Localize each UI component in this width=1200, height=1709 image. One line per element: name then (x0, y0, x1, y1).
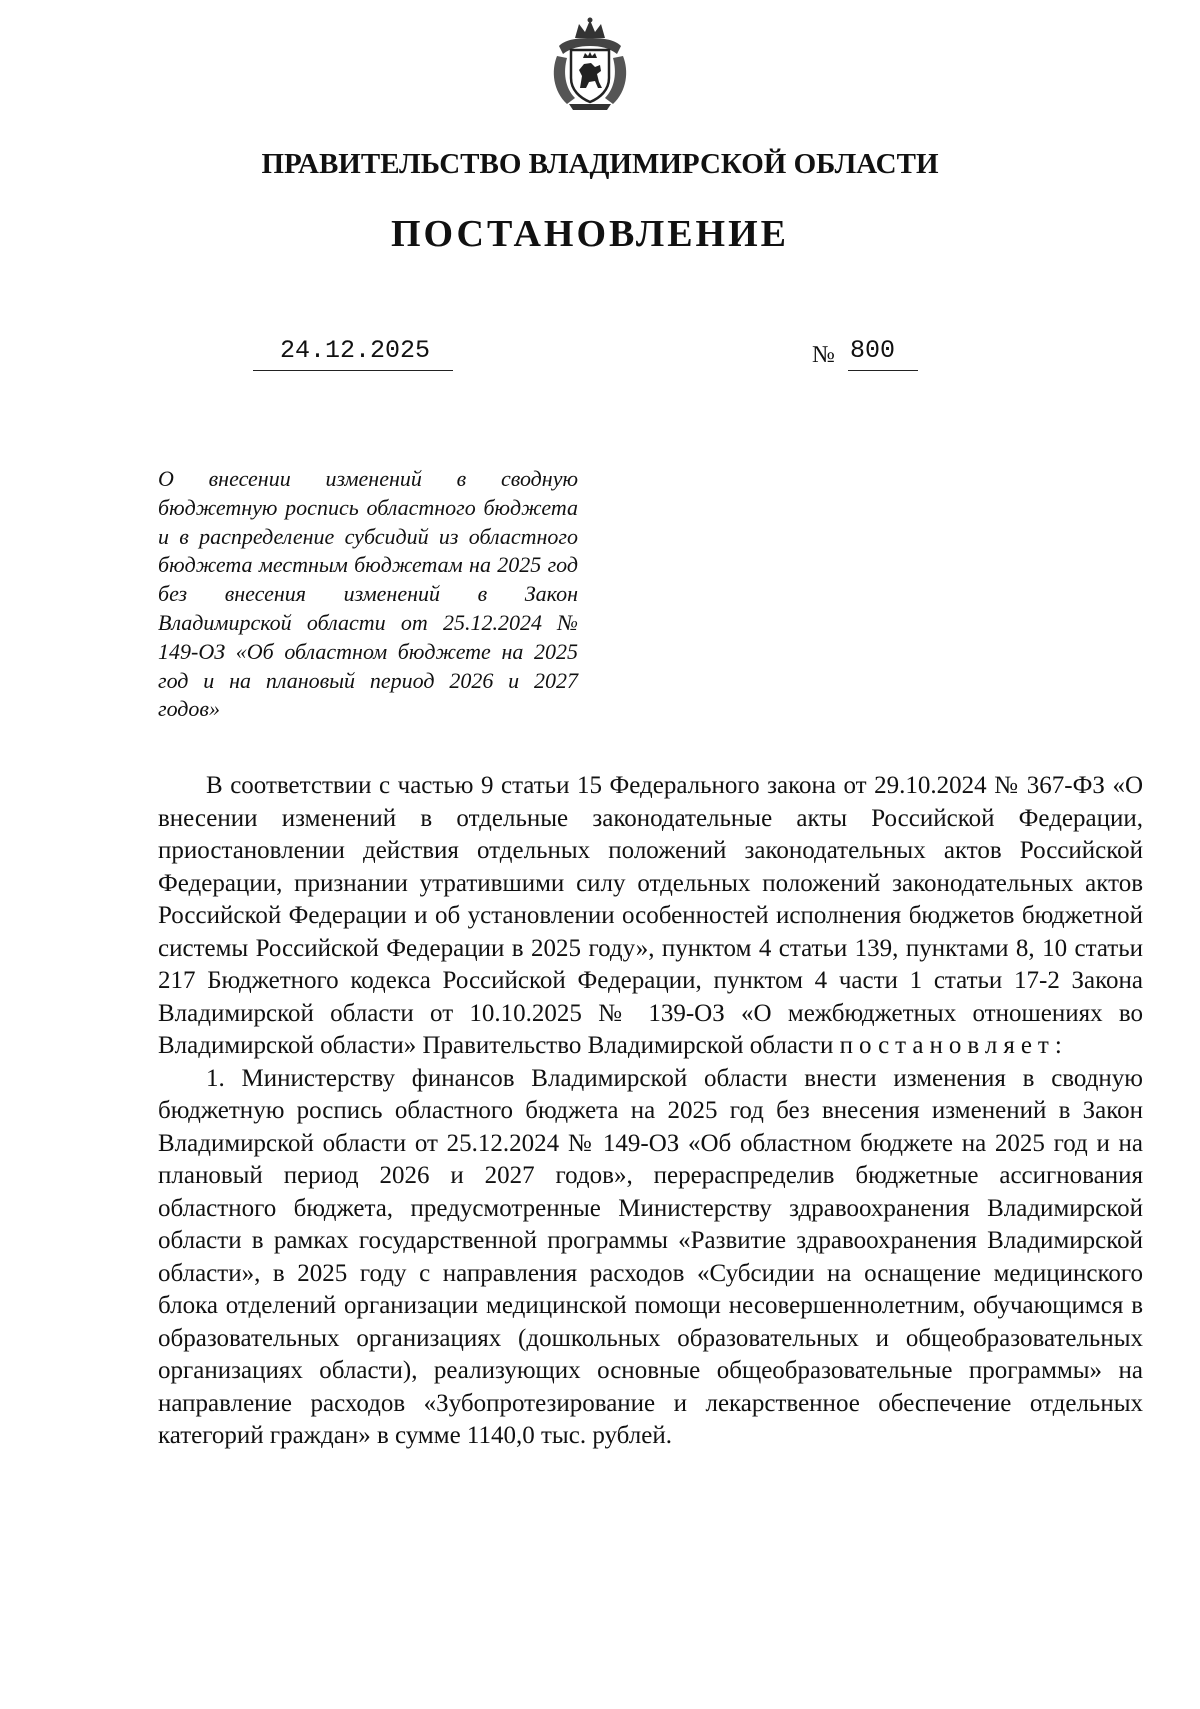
document-number: 800 (850, 336, 896, 365)
item-1-paragraph: 1. Министерству финансов Владимирской области внести изменения в сводную бюджетную роспись областного бюджета на 2025 год без внесения изменений в Закон Владимирской области от 25.12.2024 № 149-ОЗ «Об областном бюджете на 2025 год и на плановый период 2026 и 2027 годов», перераспределив бюджетные ассигнования областного бюджета, предусмотренные Министерству здравоохранения Владимирской области в рамках государственной программы «Развитие здравоохранения Владимирской области», в 2025 году с направления расходов «Субсидии на оснащение медицинского блока отделений организации медицинской помощи несовершеннолетним, обучающимся в образовательных организациях (дошкольных образовательных и общеобразовательных организациях области), реализующих основные общеобразовательные программы» на направление расходов «Зубопротезирование и лекарственное обеспечение отдельных категорий граждан» в сумме 1140,0 тыс. рублей. (158, 1064, 1143, 1449)
number-sign: № (812, 342, 835, 368)
document-type-title: ПОСТАНОВЛЕНИЕ (390, 213, 790, 255)
document-body (158, 770, 1143, 1453)
organization-title: ПРАВИТЕЛЬСТВО ВЛАДИМИРСКОЙ ОБЛАСТИ (261, 148, 939, 180)
document-date: 24.12.2025 (279, 336, 431, 365)
date-underline (253, 370, 453, 371)
number-underline (848, 370, 918, 371)
preamble-text: В соответствии с частью 9 статьи 15 Федерального закона от 29.10.2024 № 367-ФЗ «О внесении изменений в отдельные законодательные акты Российской Федерации, приостановлении действия отдельных положений законодательных актов Российской Федерации, признании утратившими силу отдельных положений законодательных актов Российской Федерации и об установлении особенностей исполнения бюджетов бюджетной системы Российской Федерации в 2025 году», пунктом 4 статьи 139, пунктами 8, 10 статьи 217 Бюджетного кодекса Российской Федерации, пунктом 4 части 1 статьи 17-2 Закона Владимирской области от 10.10.2025 № 139-ОЗ «О межбюджетных отношениях во Владимирской области» Правительство Владимирской области (158, 772, 1143, 1059)
coat-of-arms-icon (545, 16, 635, 111)
resolves-word: постановляет: (839, 1032, 1068, 1059)
document-subject: О внесении изменений в сводную бюджетную роспись областного бюджета и в распределение субсидий из областного бюджета местным бюджетам на 2025 год без внесения изменений в Закон Владимирской области от 25.12.2024 № 149-ОЗ «Об областном бюджете на 2025 год и на плановый период 2026 и 2027 годов» (158, 466, 578, 722)
preamble-paragraph (158, 770, 1143, 1063)
